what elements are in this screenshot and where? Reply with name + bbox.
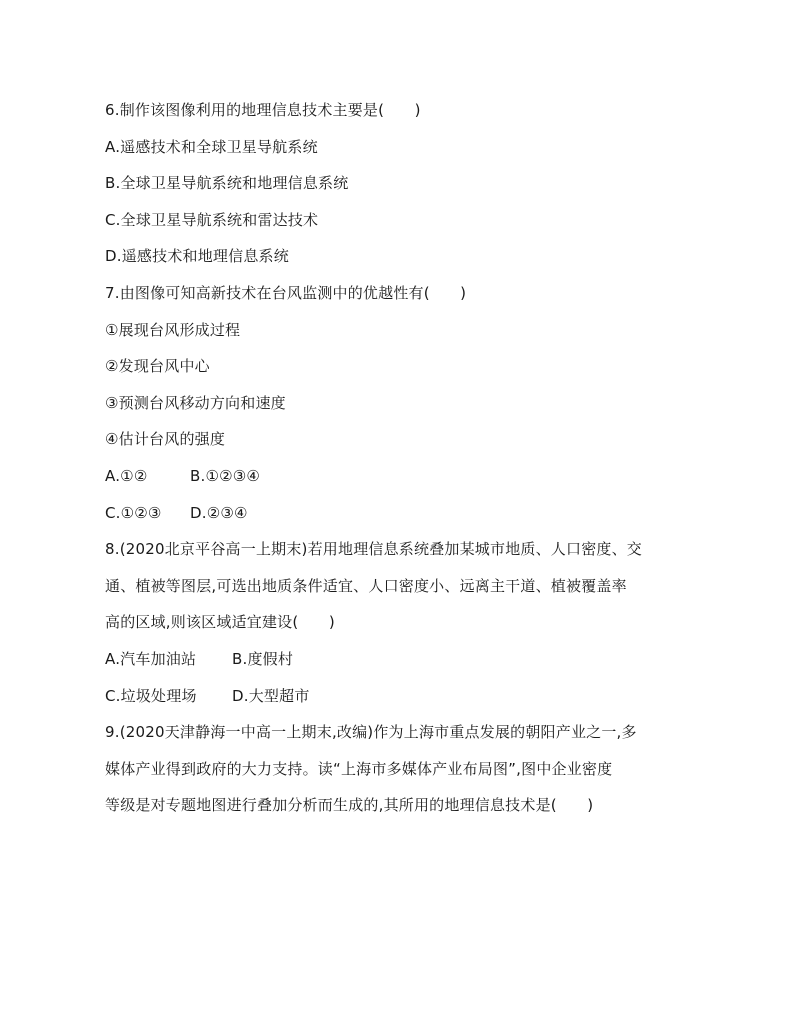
question-8-option-d: D.大型超市 bbox=[232, 686, 310, 705]
question-7-option-a: A.①② bbox=[105, 466, 148, 485]
question-7-option-c: C.①②③ bbox=[105, 503, 162, 522]
question-9-stem-line-2: 媒体产业得到政府的大力支持。读“上海市多媒体产业布局图”,图中企业密度 bbox=[105, 759, 613, 778]
question-6-option-d: D.遥感技术和地理信息系统 bbox=[105, 247, 289, 266]
question-6-option-a: A.遥感技术和全球卫星导航系统 bbox=[105, 137, 318, 156]
question-9-stem-line-3: 等级是对专题地图进行叠加分析而生成的,其所用的地理信息技术是( ) bbox=[105, 796, 594, 815]
question-7-option-b: B.①②③④ bbox=[190, 466, 261, 485]
question-6-stem: 6.制作该图像利用的地理信息技术主要是( ) bbox=[105, 101, 421, 119]
question-7-option-d: D.②③④ bbox=[190, 503, 248, 522]
question-8-option-a: A.汽车加油站 bbox=[105, 649, 197, 668]
question-8-options-row-1 bbox=[105, 641, 705, 678]
question-7-stem: 7.由图像可知高新技术在台风监测中的优越性有( ) bbox=[105, 283, 467, 302]
question-7-item-4: ④估计台风的强度 bbox=[105, 430, 226, 449]
question-8-options-row-2 bbox=[105, 678, 705, 715]
question-8-option-b: B.度假村 bbox=[232, 649, 294, 668]
question-6-option-c: C.全球卫星导航系统和雷达技术 bbox=[105, 210, 319, 229]
question-8-stem-line-3: 高的区域,则该区域适宜建设( ) bbox=[105, 613, 335, 632]
question-7-options-row-2 bbox=[105, 495, 705, 532]
question-7-options-row-1 bbox=[105, 458, 705, 495]
question-6-option-b: B.全球卫星导航系统和地理信息系统 bbox=[105, 174, 349, 193]
question-7-item-2: ②发现台风中心 bbox=[105, 357, 210, 376]
question-7-item-3: ③预测台风移动方向和速度 bbox=[105, 393, 286, 412]
question-8-stem-line-2: 通、植被等图层,可选出地质条件适宜、人口密度小、远离主干道、植被覆盖率 bbox=[105, 576, 627, 595]
question-8-option-c: C.垃圾处理场 bbox=[105, 686, 197, 705]
question-8-stem-line-1: 8.(2020北京平谷高一上期末)若用地理信息系统叠加某城市地质、人口密度、交 bbox=[105, 540, 642, 559]
question-9-stem-line-1: 9.(2020天津静海一中高一上期末,改编)作为上海市重点发展的朝阳产业之一,多 bbox=[105, 723, 637, 742]
question-7-item-1: ①展现台风形成过程 bbox=[105, 320, 241, 339]
question-page bbox=[105, 92, 705, 824]
